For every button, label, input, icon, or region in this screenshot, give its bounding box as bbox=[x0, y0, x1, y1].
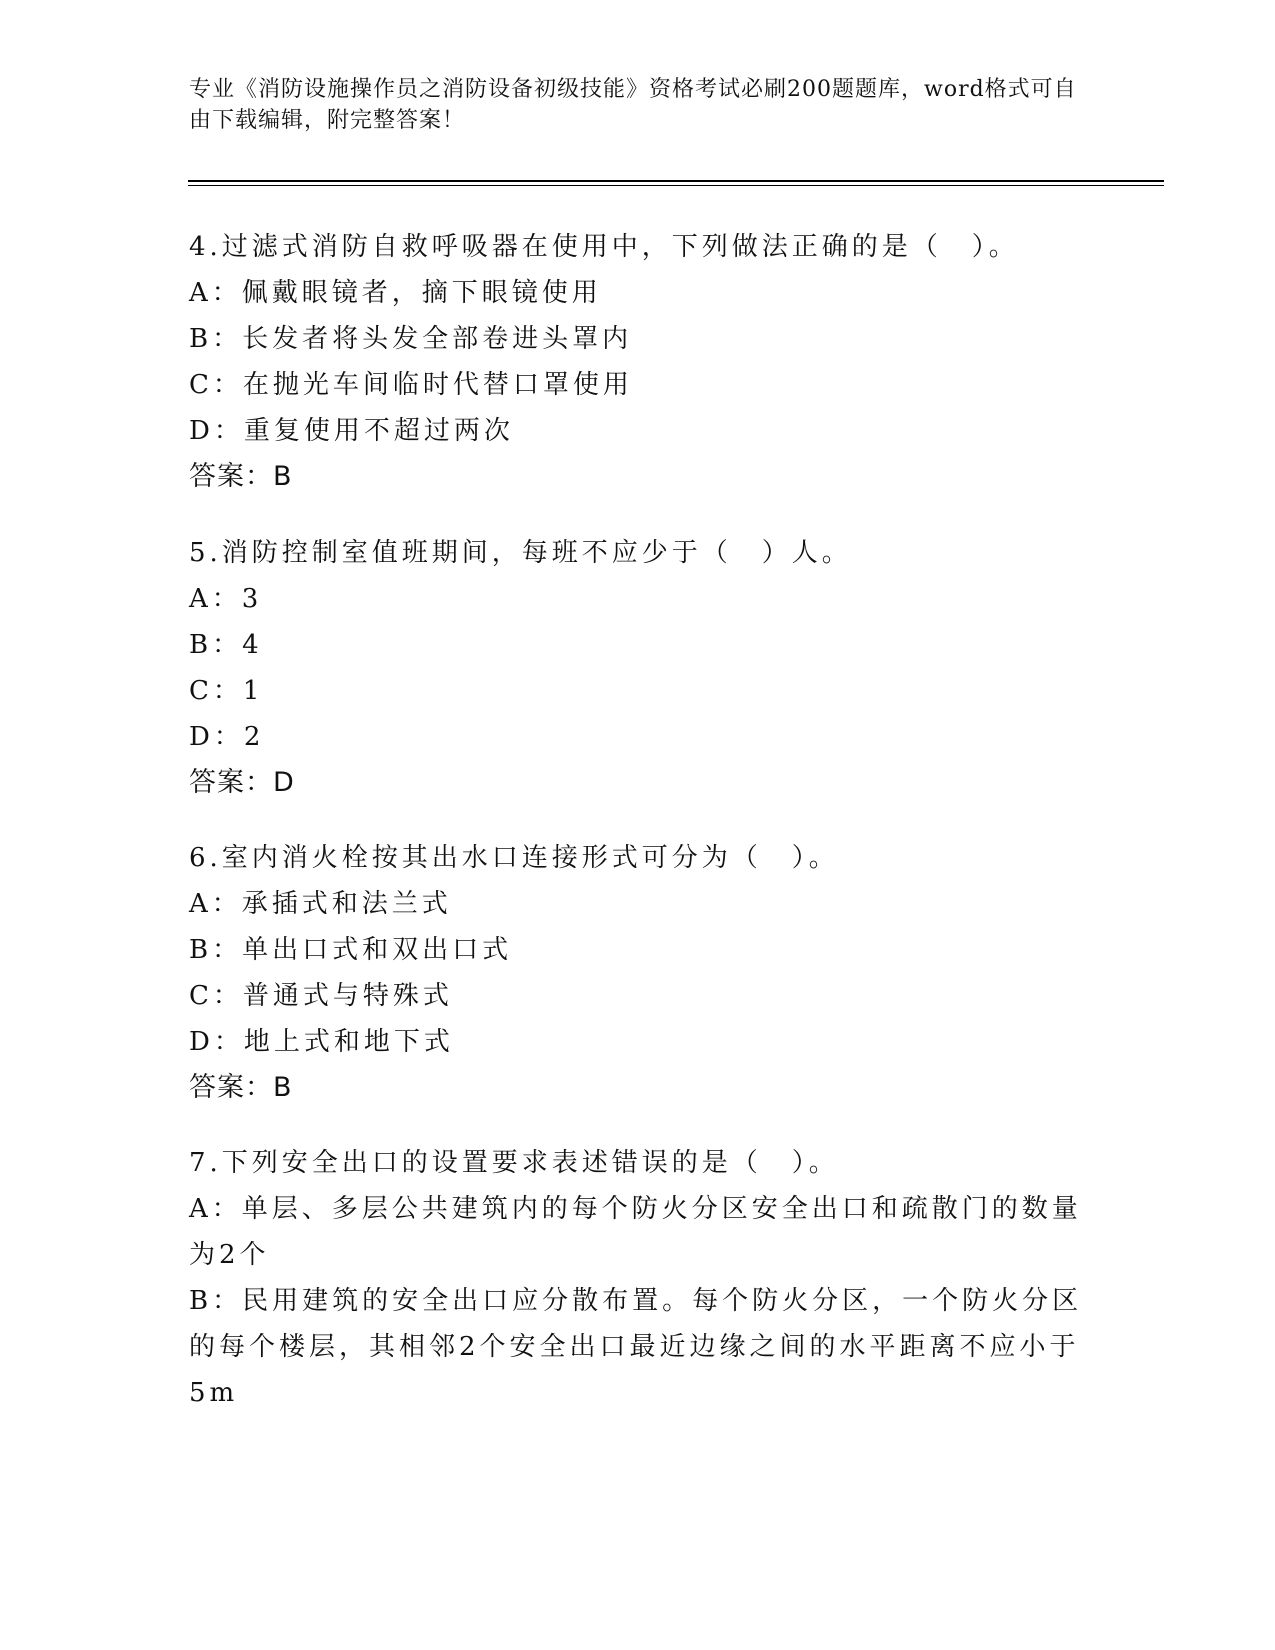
option-c: C：普通式与特殊式 bbox=[189, 981, 453, 1011]
header-rule-thin bbox=[188, 185, 1164, 186]
question-stem: 5.消防控制室值班期间，每班不应少于（ ）人。 bbox=[189, 538, 852, 568]
question-stem: 4.过滤式消防自救呼吸器在使用中，下列做法正确的是（ ）。 bbox=[189, 232, 1019, 262]
option-b: B：单出口式和双出口式 bbox=[189, 935, 513, 965]
option-c: C：1 bbox=[189, 676, 264, 706]
option-d: D：地上式和地下式 bbox=[189, 1027, 454, 1057]
question-7 bbox=[189, 1140, 1089, 1416]
option-b: B：4 bbox=[189, 630, 263, 660]
option-a: A：佩戴眼镜者，摘下眼镜使用 bbox=[189, 278, 602, 308]
document-header: 专业《消防设施操作员之消防设备初级技能》资格考试必刷200题题库，word格式可自由下载编辑，附完整答案！ bbox=[189, 77, 1077, 133]
answer-line: 答案：D bbox=[189, 767, 295, 798]
option-d: D：重复使用不超过两次 bbox=[189, 416, 514, 446]
answer-line: 答案：B bbox=[189, 461, 293, 492]
option-a: A：单层、多层公共建筑内的每个防火分区安全出口和疏散门的数量为2个 bbox=[189, 1194, 1082, 1270]
option-d: D：2 bbox=[189, 722, 265, 752]
option-a: A：承插式和法兰式 bbox=[189, 889, 452, 919]
option-c: C：在抛光车间临时代替口罩使用 bbox=[189, 370, 633, 400]
question-stem: 6.室内消火栓按其出水口连接形式可分为（ ）。 bbox=[189, 843, 839, 873]
answer-line: 答案：B bbox=[189, 1072, 293, 1103]
option-b: B：民用建筑的安全出口应分散布置。每个防火分区，一个防火分区的每个楼层，其相邻2个安全出口最近边缘之间的水平距离不应小于5m bbox=[189, 1286, 1083, 1408]
question-5 bbox=[189, 530, 1089, 806]
header-rule-thick bbox=[188, 180, 1164, 182]
option-b: B：长发者将头发全部卷进头罩内 bbox=[189, 324, 633, 354]
question-stem: 7.下列安全出口的设置要求表述错误的是（ ）。 bbox=[189, 1148, 839, 1178]
question-4 bbox=[189, 224, 1089, 500]
option-a: A：3 bbox=[189, 584, 263, 614]
question-6 bbox=[189, 835, 1089, 1111]
